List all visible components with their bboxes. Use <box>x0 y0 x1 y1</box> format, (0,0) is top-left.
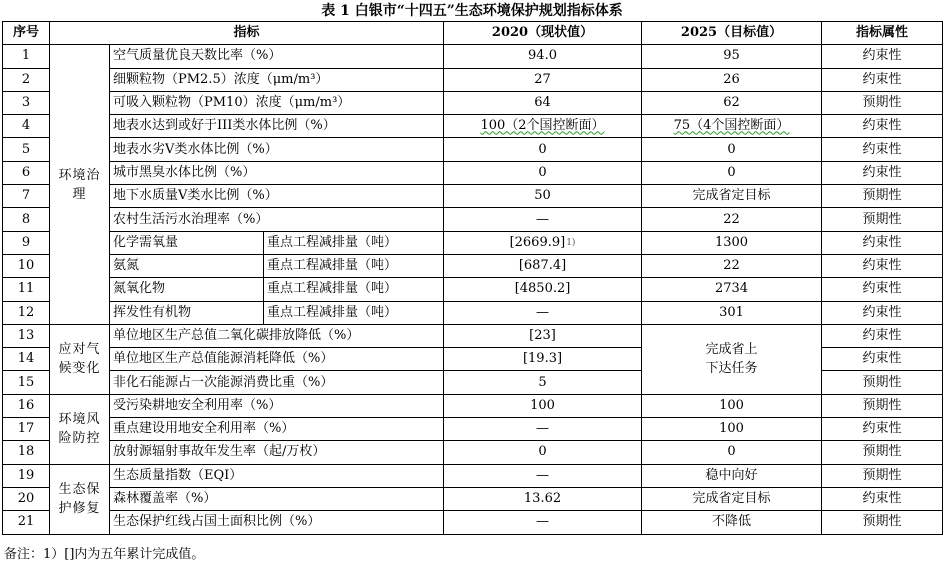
row-number: 2 <box>3 68 50 91</box>
attribute: 预期性 <box>822 441 943 464</box>
table-row <box>3 208 943 231</box>
table-row <box>3 441 943 464</box>
table-row <box>3 231 943 254</box>
attribute: 约束性 <box>822 348 943 371</box>
row-number: 13 <box>3 324 50 347</box>
target-value: 100 <box>642 418 822 441</box>
attribute: 约束性 <box>822 487 943 510</box>
row-number: 11 <box>3 278 50 301</box>
indicator-name: 受污染耕地安全利用率（%） <box>110 394 444 417</box>
attribute: 预期性 <box>822 208 943 231</box>
current-value-text: [2669.9] <box>509 234 566 250</box>
attribute: 约束性 <box>822 254 943 277</box>
indicator-name: 单位地区生产总值能源消耗降低（%） <box>110 348 444 371</box>
footnote-mark: 1) <box>566 237 576 248</box>
header-seq: 序号 <box>3 22 50 45</box>
attribute: 预期性 <box>822 394 943 417</box>
indicator-name: 单位地区生产总值二氧化碳排放降低（%） <box>110 324 444 347</box>
category-eco: 生态保护修复 <box>50 464 110 534</box>
target-value: 22 <box>642 254 822 277</box>
row-number: 10 <box>3 254 50 277</box>
table-row <box>3 45 943 68</box>
table-row <box>3 324 943 347</box>
attribute: 预期性 <box>822 185 943 208</box>
row-number: 6 <box>3 161 50 184</box>
header-row <box>3 22 943 45</box>
row-number: 19 <box>3 464 50 487</box>
target-value-text: 75（4个国控断面） <box>673 118 790 134</box>
climate-target: 完成省上下达任务 <box>642 324 822 394</box>
current-value: [19.3] <box>444 348 642 371</box>
table-row <box>3 185 943 208</box>
row-number: 7 <box>3 185 50 208</box>
table-row <box>3 487 943 510</box>
indicator-name: 城市黑臭水体比例（%） <box>110 161 444 184</box>
current-value: [4850.2] <box>444 278 642 301</box>
row-number: 20 <box>3 487 50 510</box>
current-value <box>444 115 642 138</box>
row-number: 5 <box>3 138 50 161</box>
attribute: 预期性 <box>822 464 943 487</box>
attribute: 预期性 <box>822 371 943 394</box>
table-row <box>3 278 943 301</box>
indicator-name: 放射源辐射事故年发生率（起/万枚） <box>110 441 444 464</box>
indicator-name: 农村生活污水治理率（%） <box>110 208 444 231</box>
table-row <box>3 511 943 534</box>
indicator-name: 生态质量指数（EQI） <box>110 464 444 487</box>
indicator-name: 氮氧化物 <box>110 278 264 301</box>
footnote: 备注：1）[]内为五年累计完成值。 <box>4 547 205 562</box>
target-value: 95 <box>642 45 822 68</box>
target-value: 26 <box>642 68 822 91</box>
table-row <box>3 68 943 91</box>
table-row <box>3 301 943 324</box>
indicator-name: 重点建设用地安全利用率（%） <box>110 418 444 441</box>
category-climate: 应对气候变化 <box>50 324 110 394</box>
attribute: 约束性 <box>822 231 943 254</box>
target-value: 1300 <box>642 231 822 254</box>
current-value: 0 <box>444 161 642 184</box>
row-number: 8 <box>3 208 50 231</box>
table-row <box>3 254 943 277</box>
header-target: 2025（目标值） <box>642 22 822 45</box>
current-value: 0 <box>444 138 642 161</box>
table-row <box>3 161 943 184</box>
target-value: 22 <box>642 208 822 231</box>
indicator-sub: 重点工程减排量（吨） <box>264 278 444 301</box>
header-current: 2020（现状值） <box>444 22 642 45</box>
current-value: 13.62 <box>444 487 642 510</box>
attribute: 预期性 <box>822 511 943 534</box>
table-row <box>3 115 943 138</box>
current-value: [687.4] <box>444 254 642 277</box>
indicator-name: 空气质量优良天数比率（%） <box>110 45 444 68</box>
indicator-name: 非化石能源占一次能源消费比重（%） <box>110 371 444 394</box>
current-value: 5 <box>444 371 642 394</box>
current-value: 100 <box>444 394 642 417</box>
attribute: 预期性 <box>822 91 943 114</box>
indicator-name: 地下水质量Ⅴ类水比例（%） <box>110 185 444 208</box>
current-value: — <box>444 464 642 487</box>
indicator-name: 地表水劣Ⅴ类水体比例（%） <box>110 138 444 161</box>
current-value: [23] <box>444 324 642 347</box>
table-row <box>3 91 943 114</box>
indicator-name: 地表水达到或好于III类水体比例（%） <box>110 115 444 138</box>
current-value: 94.0 <box>444 45 642 68</box>
row-number: 14 <box>3 348 50 371</box>
indicator-name: 细颗粒物（PM2.5）浓度（μm/m³） <box>110 68 444 91</box>
indicator-name: 森林覆盖率（%） <box>110 487 444 510</box>
target-value: 2734 <box>642 278 822 301</box>
target-value: 0 <box>642 161 822 184</box>
indicator-name: 可吸入颗粒物（PM10）浓度（μm/m³） <box>110 91 444 114</box>
target-value: 62 <box>642 91 822 114</box>
indicator-sub: 重点工程减排量（吨） <box>264 254 444 277</box>
current-value: — <box>444 208 642 231</box>
attribute: 约束性 <box>822 324 943 347</box>
target-value: 301 <box>642 301 822 324</box>
row-number: 4 <box>3 115 50 138</box>
row-number: 3 <box>3 91 50 114</box>
current-value: — <box>444 511 642 534</box>
target-value: 稳中向好 <box>642 464 822 487</box>
indicator-name: 挥发性有机物 <box>110 301 264 324</box>
row-number: 12 <box>3 301 50 324</box>
attribute: 约束性 <box>822 161 943 184</box>
current-value-text: 100（2个国控断面） <box>480 118 605 134</box>
row-number: 1 <box>3 45 50 68</box>
target-value: 100 <box>642 394 822 417</box>
table-row <box>3 394 943 417</box>
row-number: 16 <box>3 394 50 417</box>
row-number: 18 <box>3 441 50 464</box>
current-value: — <box>444 418 642 441</box>
table-row <box>3 418 943 441</box>
target-value: 0 <box>642 138 822 161</box>
attribute: 约束性 <box>822 418 943 441</box>
indicator-sub: 重点工程减排量（吨） <box>264 301 444 324</box>
table-row <box>3 138 943 161</box>
row-number: 9 <box>3 231 50 254</box>
target-value: 完成省定目标 <box>642 185 822 208</box>
target-value <box>642 115 822 138</box>
table-title: 表 1 白银市“十四五”生态环境保护规划指标体系 <box>321 3 623 19</box>
row-number: 15 <box>3 371 50 394</box>
current-value: 50 <box>444 185 642 208</box>
target-value: 完成省定目标 <box>642 487 822 510</box>
attribute: 约束性 <box>822 301 943 324</box>
table-row <box>3 464 943 487</box>
indicator-sub: 重点工程减排量（吨） <box>264 231 444 254</box>
header-attr: 指标属性 <box>822 22 943 45</box>
current-value <box>444 231 642 254</box>
indicator-table <box>2 21 943 535</box>
attribute: 约束性 <box>822 138 943 161</box>
category-env: 环境治理 <box>50 45 110 325</box>
attribute: 约束性 <box>822 115 943 138</box>
current-value: 0 <box>444 441 642 464</box>
attribute: 约束性 <box>822 45 943 68</box>
target-value: 0 <box>642 441 822 464</box>
header-indicator: 指标 <box>50 22 444 45</box>
indicator-name: 化学需氧量 <box>110 231 264 254</box>
attribute: 约束性 <box>822 278 943 301</box>
indicator-name: 生态保护红线占国土面积比例（%） <box>110 511 444 534</box>
category-risk: 环境风险防控 <box>50 394 110 464</box>
target-value: 不降低 <box>642 511 822 534</box>
current-value: 64 <box>444 91 642 114</box>
current-value: 27 <box>444 68 642 91</box>
current-value: — <box>444 301 642 324</box>
indicator-name: 氨氮 <box>110 254 264 277</box>
row-number: 17 <box>3 418 50 441</box>
row-number: 21 <box>3 511 50 534</box>
attribute: 约束性 <box>822 68 943 91</box>
